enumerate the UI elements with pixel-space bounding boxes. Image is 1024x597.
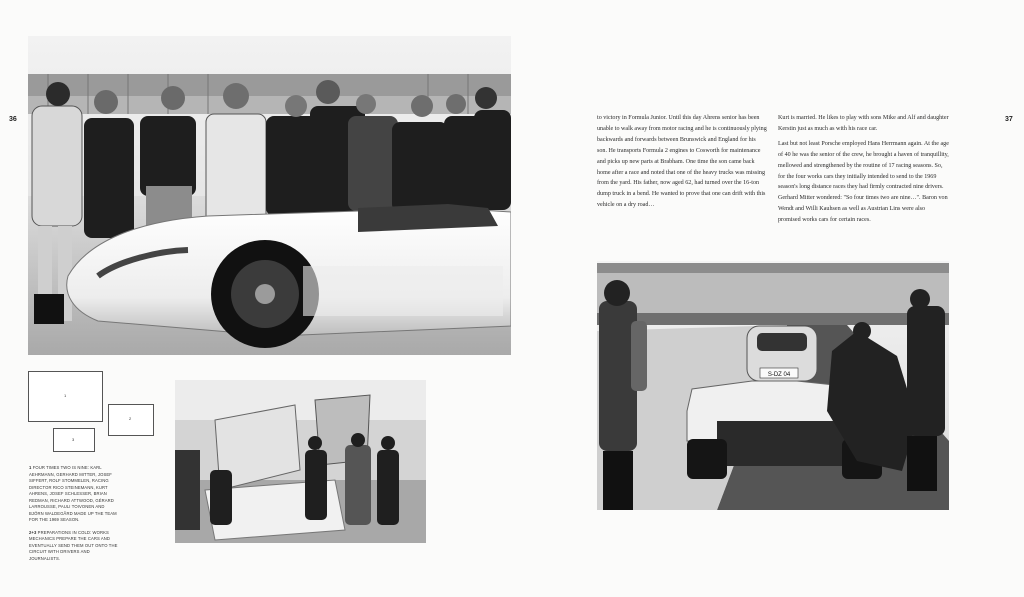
key-box-3-label: 3 bbox=[72, 437, 75, 442]
caption-1-number: 1 bbox=[29, 465, 32, 470]
team-group-photo bbox=[28, 36, 511, 355]
column-2-paragraph-1: Kurt is married. He likes to play with sons Mike and Alf and daughter Kerstin just as much as with his race car. bbox=[778, 115, 949, 132]
caption-2-number: 2+3 bbox=[29, 529, 37, 535]
car-plate: S-DZ 04 bbox=[767, 372, 791, 378]
caption-1 bbox=[29, 465, 119, 524]
caption-2-text: PREPARATIONS IN COLD: WORKS MECHANICS PREPARE THE CARS AND EVENTUALLY SEND THEM OUT ONTO THE CIRCUIT WITH DRIVERS AND JOURNALISTS. bbox=[29, 529, 118, 561]
mechanics-photo bbox=[175, 380, 426, 543]
caption-block bbox=[29, 465, 119, 568]
key-box-2-label: 2 bbox=[129, 416, 132, 421]
left-page-number: 36 bbox=[9, 116, 17, 123]
text-column-2 bbox=[778, 113, 949, 230]
text-column-1 bbox=[597, 113, 767, 215]
right-page-number: 37 bbox=[1005, 116, 1013, 123]
circuit-photo bbox=[597, 261, 949, 510]
mechanics-photo-art bbox=[175, 380, 426, 543]
column-1-paragraph: to victory in Formula Junior. Until this day Ahrens senior has been unable to walk away from motor racing and he is continuously plying backwards and forwards between Brunswick and England for his son. He transports Formula 2 engines to Cosworth for maintenance and picks up new parts at Brabham. One time the son came back home after a race and noted that one of the heavy trucks was missing from the yard. His father, now aged 62, had turned over the 16-ton dump truck in a bend. He wanted to prove that one can drift with this vehicle on a dry road… bbox=[597, 115, 767, 209]
caption-1-text: FOUR TIMES TWO IS NINE: KARL AEHRMANN, GERHARD MITTER, JOSEF SIFFERT, ROLF STOMMELEN, RACING DIRECTOR RICO STEINEMANN, KURT AHRENS, JOSEF SCHLESSER, BRIAN REDMAN, RICHARD ATTWOOD, GÉRARD LARROUSSE, PAULI TOIVONEN AND BJÖRN WALDEGÅRD MADE UP THE TEAM FOR THE 1969 SEASON. bbox=[29, 465, 117, 522]
circuit-photo-art bbox=[597, 261, 949, 510]
key-box-1 bbox=[28, 371, 103, 422]
key-box-3 bbox=[53, 428, 95, 452]
column-2-paragraph-2: Last but not least Porsche employed Hans Herrmann again. At the age of 40 he was the senior of the crew, he brought a haven of tranquillity, mellowed and strengthened by the routine of 17 racing seasons. So, for the four works cars they initially intended to send to the 1969 season's long distance races they had firmly contracted nine drivers. Gerhard Mitter wondered: "So four times two are nine…". Baron von Wendt and Willi Kauhsen as well as Austrian Lins were also promised works cars for certain races. bbox=[778, 140, 949, 224]
caption-2 bbox=[29, 530, 119, 563]
key-box-2 bbox=[108, 404, 154, 436]
key-box-1-label: 1 bbox=[64, 393, 67, 398]
team-group-photo-art bbox=[28, 36, 511, 355]
